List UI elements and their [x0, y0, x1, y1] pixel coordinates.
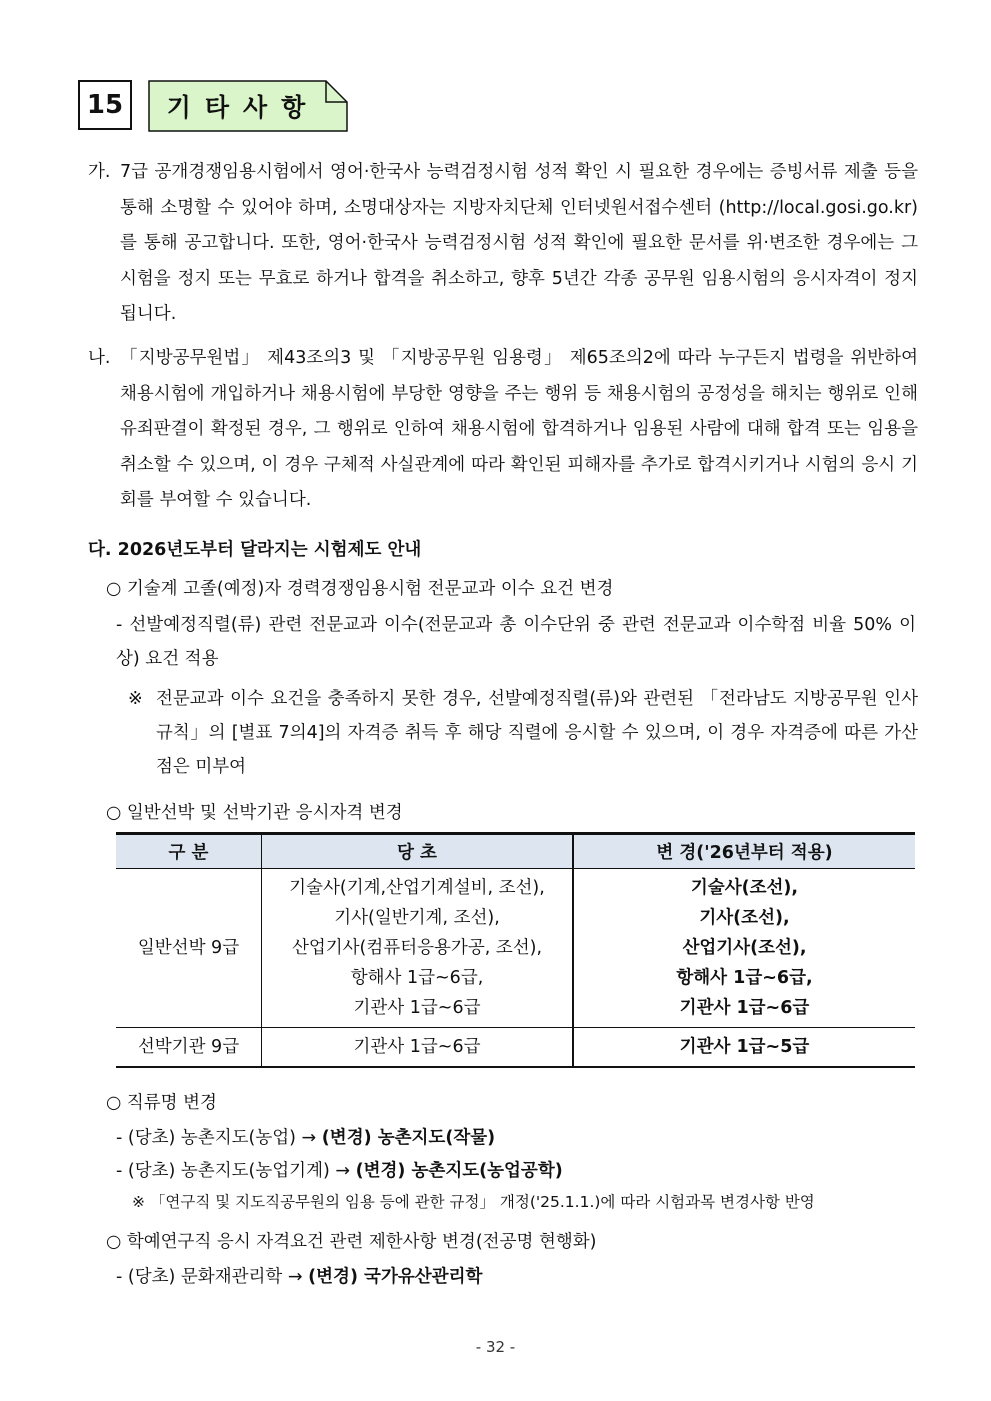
rename-before: - (당초) 농촌지도(농업기계) →	[116, 1161, 351, 1181]
item-detail-curriculum: - 선발예정직렬(류) 관련 전문교과 이수(전문교과 총 이수단위 중 관련 전문교과 이수학점 비율 50% 이상) 요건 적용	[116, 615, 916, 669]
table-cell-line: 항해사 1급~6급,	[350, 968, 484, 988]
rename-after: (변경) 농촌지도(농업공학)	[355, 1161, 563, 1181]
table-cell-line: 기관사 1급~6급	[679, 998, 810, 1018]
paragraph-marker: 나.	[88, 348, 111, 368]
rename-line	[116, 1157, 563, 1182]
item-title-job-rename: ○ 직류명 변경	[106, 1093, 217, 1113]
table-header: 당 초	[262, 834, 574, 869]
table-row	[116, 1028, 915, 1068]
rename-note: ※ 「연구직 및 지도직공무원의 임용 등에 관한 규정」 개정('25.1.1.)에 따라 시험과목 변경사항 반영	[132, 1193, 815, 1211]
paragraph-na	[88, 341, 918, 519]
table-cell-before	[262, 869, 574, 1028]
paragraph-marker: 가.	[88, 162, 111, 182]
note-marker: ※	[128, 689, 143, 709]
table-cell-line: 기관사 1급~6급	[353, 998, 481, 1018]
rename-after: (변경) 농촌지도(작물)	[321, 1128, 496, 1148]
item-title-ship: ○ 일반선박 및 선박기관 응시자격 변경	[106, 803, 403, 823]
subsection-heading: 다. 2026년도부터 달라지는 시험제도 안내	[88, 540, 422, 560]
table-header-row	[116, 834, 915, 869]
table-cell-line: 산업기사(조선),	[682, 938, 807, 958]
section-title-box	[148, 80, 348, 132]
rename-line	[116, 1124, 495, 1149]
section-number: 15	[78, 80, 132, 130]
item-title-curriculum: ○ 기술계 고졸(예정)자 경력경쟁임용시험 전문교과 이수 요건 변경	[106, 579, 614, 599]
table-header: 변 경('26년부터 적용)	[573, 834, 915, 869]
paragraph-ga	[88, 155, 918, 333]
table-cell-line: 항해사 1급~6급,	[676, 968, 813, 988]
table-cell-category: 일반선박 9급	[116, 869, 262, 1028]
rename-before: - (당초) 문화재관리학 →	[116, 1267, 303, 1287]
table-cell-before: 기관사 1급~6급	[262, 1028, 574, 1068]
table-cell-after: 기관사 1급~5급	[573, 1028, 915, 1068]
note-text: 전문교과 이수 요건을 충족하지 못한 경우, 선발예정직렬(류)와 관련된 「전라남도 지방공무원 인사 규칙」의 [별표 7의4]의 자격증 취득 후 해당 직렬에 응시할 수 있으며, 이 경우 자격증에 따른 가산점은 미부여	[156, 689, 918, 777]
table-cell-line: 기술사(기계,산업기계설비, 조선),	[289, 878, 545, 898]
table-cell-category: 선박기관 9급	[116, 1028, 262, 1068]
rename-before: - (당초) 농촌지도(농업) →	[116, 1128, 317, 1148]
item-title-curator: ○ 학예연구직 응시 자격요건 관련 제한사항 변경(전공명 현행화)	[106, 1232, 597, 1252]
page-number: - 32 -	[475, 1338, 516, 1356]
table-cell-after	[573, 869, 915, 1028]
table-cell-line: 기사(일반기계, 조선),	[334, 908, 500, 928]
table-header: 구 분	[116, 834, 262, 869]
ship-qualification-table	[116, 832, 915, 1068]
table-cell-line: 기술사(조선),	[690, 878, 799, 898]
section-title: 기타사항	[166, 93, 320, 122]
rename-after: (변경) 국가유산관리학	[308, 1267, 483, 1287]
table-cell-line: 기사(조선),	[699, 908, 790, 928]
rename-line	[116, 1263, 482, 1288]
paragraph-text: 7급 공개경쟁임용시험에서 영어·한국사 능력검정시험 성적 확인 시 필요한 경우에는 증빙서류 제출 등을 통해 소명할 수 있어야 하며, 소명대상자는 지방자치단체 인터넷원서접수센터 (http://local.gosi.go.kr)를 통해 공고합니다. 또한, 영어·한국사 능력검정시험 성적 확인에 필요한 문서를 위·변조한 경우에는 그 시험을 정지 또는 무효로 하거나 합격을 취소하고, 향후 5년간 각종 공무원 임용시험의 응시자격이 정지됩니다.	[120, 162, 918, 324]
paragraph-text: 「지방공무원법」 제43조의3 및 「지방공무원 임용령」 제65조의2에 따라 누구든지 법령을 위반하여 채용시험에 개입하거나 채용시험에 부당한 영향을 주는 행위 등 채용시험의 공정성을 해치는 행위로 인해 유죄판결이 확정된 경우, 그 행위로 인하여 채용시험에 합격하거나 임용된 사람에 대해 합격 또는 임용을 취소할 수 있으며, 이 경우 구체적 사실관계에 따라 확인된 피해자를 추가로 합격시키거나 시험의 응시 기회를 부여할 수 있습니다.	[120, 348, 918, 510]
item-note-curriculum	[128, 682, 918, 784]
table-cell-line: 산업기사(컴퓨터응용가공, 조선),	[291, 938, 543, 958]
table-row	[116, 869, 915, 1028]
